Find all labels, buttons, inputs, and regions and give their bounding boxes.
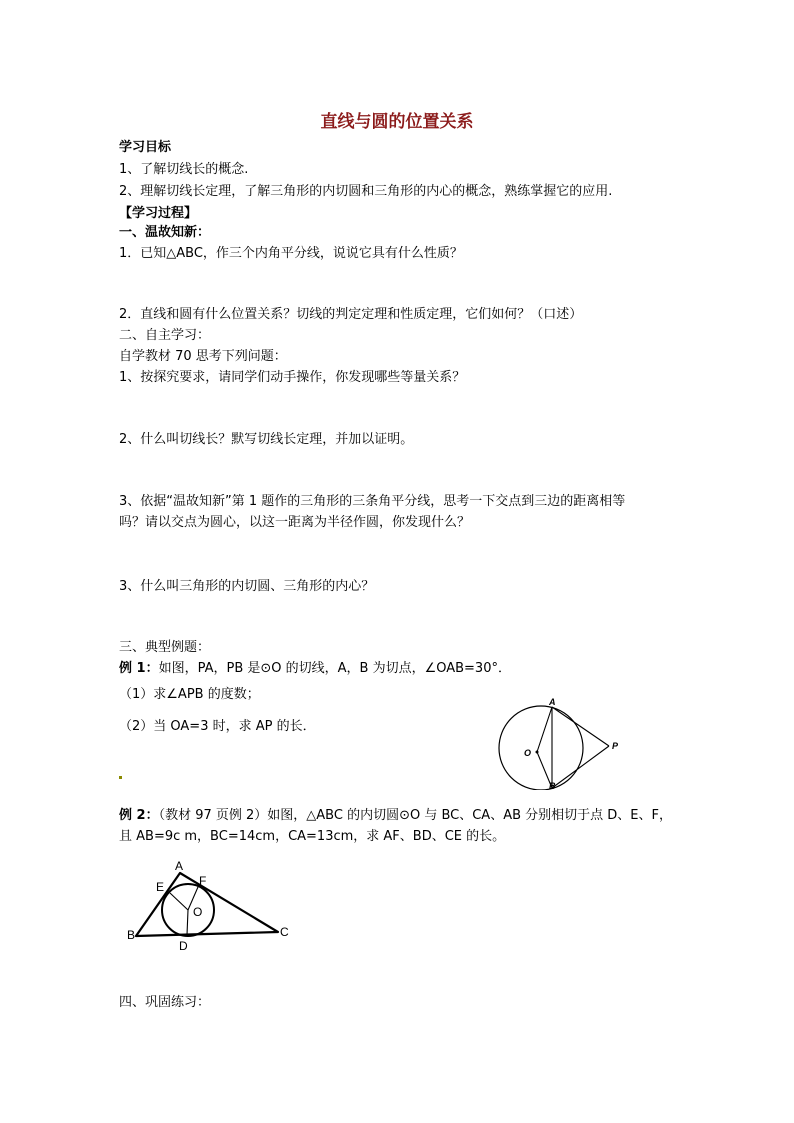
example-1-question-2: （2）当 OA=3 时，求 AP 的长．: [119, 719, 316, 734]
tangent-pb: [552, 746, 609, 788]
example-1-question-1: （1）求∠APB 的度数；: [119, 687, 260, 702]
self-study-question-2: 2、什么叫切线长？默写切线长定理，并加以证明。: [119, 432, 414, 447]
label-e2: E: [156, 880, 165, 894]
label-b2: B: [127, 928, 136, 942]
label-b: B: [549, 781, 556, 790]
example-1-statement: [119, 661, 511, 677]
radius-od: [187, 910, 188, 935]
self-study-intro: 自学教材 70 思考下列问题：: [119, 349, 287, 364]
example-2-statement: [119, 808, 672, 824]
practice-heading: 四、巩固练习：: [119, 995, 211, 1010]
label-a2: A: [175, 859, 184, 873]
radius-oe: [170, 893, 188, 910]
page-title: 直线与圆的位置关系: [320, 112, 474, 132]
self-study-heading: 二、自主学习：: [119, 328, 211, 343]
example-2-label: 例 2：: [119, 808, 159, 823]
example-1-label: 例 1：: [119, 661, 159, 676]
example-2-line2: 且 AB=9c m，BC=14cm，CA=13cm，求 AF、BD、CE 的长。: [119, 829, 506, 844]
example-2-figure: [120, 856, 300, 956]
process-heading: 【学习过程】: [119, 206, 198, 221]
label-p: P: [612, 741, 619, 751]
label-o2: O: [193, 905, 203, 919]
label-o: O: [524, 748, 532, 758]
self-study-question-3-line1: 3、依据“温故知新”第 1 题作的三角形的三条角平分线，思考一下交点到三边的距离相等: [119, 494, 626, 509]
example-2-line1: （教材 97 页例 2）如图，△ABC 的内切圆⊙O 与 BC、CA、AB 分别相切于点 D、E、F，: [158, 808, 672, 823]
tangent-pa: [552, 707, 609, 746]
goal-item-1: 1、了解切线长的概念.: [119, 162, 249, 177]
goals-heading: 学习目标: [119, 140, 172, 155]
label-a: A: [549, 698, 556, 707]
goal-item-2: 2、理解切线长定理，了解三角形的内切圆和三角形的内心的概念，熟练掌握它的应用.: [119, 184, 613, 199]
label-f2: F: [199, 874, 207, 888]
stray-dot: [119, 776, 122, 779]
figure-circle-o: [499, 706, 583, 790]
review-question-1: 1．已知△ABC，作三个内角平分线，说说它具有什么性质？: [119, 246, 463, 261]
segment-oa: [537, 707, 552, 752]
example-1-text: 如图，PA，PB 是⊙O 的切线，A，B 为切点，∠OAB=30°．: [158, 661, 511, 676]
label-c2: C: [280, 925, 289, 939]
self-study-question-3-line2: 吗？请以交点为圆心，以这一距离为半径作圆，你发现什么？: [119, 515, 471, 530]
review-heading: 一、温故知新：: [119, 225, 211, 240]
label-d2: D: [179, 939, 188, 953]
self-study-question-1: 1、按探究要求，请同学们动手操作，你发现哪些等量关系？: [119, 370, 466, 385]
point-o: [536, 751, 539, 754]
examples-heading: 三、典型例题：: [119, 640, 211, 655]
self-study-question-4: 3、什么叫三角形的内切圆、三角形的内心？: [119, 579, 375, 594]
review-question-2: 2．直线和圆有什么位置关系？切线的判定定理和性质定理，它们如何？（口述）: [119, 307, 583, 322]
example-1-figure: [485, 698, 625, 790]
